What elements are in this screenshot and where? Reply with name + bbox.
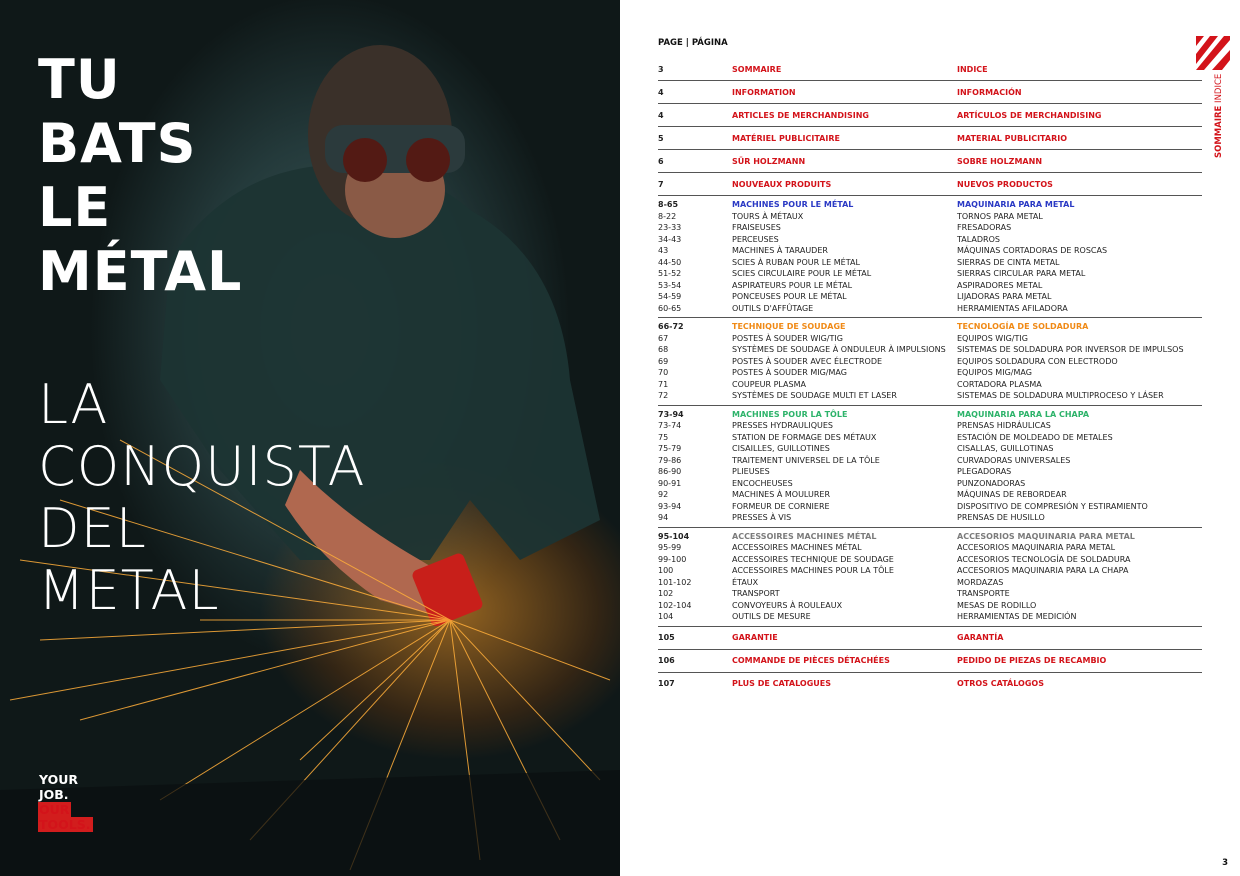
- title-french: MACHINES POUR LA TÔLE: [732, 409, 848, 419]
- toc-entry-row[interactable]: [658, 390, 1202, 402]
- page-ref: 8-22: [658, 211, 677, 221]
- page-ref: 79-86: [658, 455, 682, 465]
- toc-section: [658, 672, 1202, 695]
- toc-heading-row[interactable]: [658, 176, 1202, 192]
- page-ref: 86-90: [658, 467, 682, 477]
- title-french: POSTES À SOUDER WIG/TIG: [732, 333, 843, 343]
- title-spanish: ACCESORIOS TECNOLOGÍA DE SOLDADURA: [957, 554, 1131, 564]
- title-french: TRAITEMENT UNIVERSEL DE LA TÔLE: [732, 455, 880, 465]
- page-ref: 7: [658, 179, 664, 189]
- title-french: CONVOYEURS À ROULEAUX: [732, 600, 843, 610]
- toc-entry-row[interactable]: [658, 542, 1202, 554]
- headline-line: LE: [38, 176, 112, 239]
- toc-entry-row[interactable]: [658, 588, 1202, 600]
- headline-french: [38, 48, 242, 304]
- toc-entry-row[interactable]: [658, 367, 1202, 379]
- toc-entry-row[interactable]: [658, 600, 1202, 612]
- title-spanish: DISPOSITIVO DE COMPRESIÓN Y ESTIRAMIENTO: [957, 501, 1148, 511]
- page-ref: 102: [658, 589, 674, 599]
- toc-section: [658, 405, 1202, 527]
- toc-entry-row[interactable]: [658, 211, 1202, 223]
- side-tab-bold: SOMMAIRE: [1214, 105, 1224, 158]
- toc-heading-row[interactable]: [658, 130, 1202, 146]
- page-ref: 107: [658, 679, 675, 688]
- page-ref: 34-43: [658, 234, 682, 244]
- toc-heading-row[interactable]: [658, 107, 1202, 123]
- page-ref: 73-74: [658, 421, 682, 431]
- title-spanish: ARTÍCULOS DE MERCHANDISING: [957, 110, 1102, 120]
- page-ref: 4: [658, 87, 664, 97]
- title-spanish: LIJADORAS PARA METAL: [957, 292, 1052, 302]
- page-ref: 60-65: [658, 303, 682, 313]
- page-ref: 71: [658, 379, 669, 389]
- toc-entry-row[interactable]: [658, 489, 1202, 501]
- page-ref: 72: [658, 391, 669, 401]
- title-french: ASPIRATEURS POUR LE MÉTAL: [732, 280, 853, 290]
- title-french: MACHINES À TARAUDER: [732, 246, 828, 256]
- toc-entry-row[interactable]: [658, 443, 1202, 455]
- toc-entry-row[interactable]: [658, 280, 1202, 292]
- title-spanish: HERRAMIENTAS AFILADORA: [957, 303, 1068, 313]
- title-spanish: INFORMACIÓN: [957, 87, 1022, 97]
- toc-entry-row[interactable]: [658, 245, 1202, 257]
- title-spanish: CISALLAS, GUILLOTINAS: [957, 444, 1054, 454]
- toc-entry-row[interactable]: [658, 344, 1202, 356]
- page-ref: 3: [658, 64, 664, 74]
- toc-entry-row[interactable]: [658, 565, 1202, 577]
- title-spanish: PRENSAS HIDRÁULICAS: [957, 421, 1051, 431]
- slogan-line-highlight: TOOLS.: [39, 817, 91, 832]
- title-french: MACHINES À MOULURER: [732, 490, 831, 500]
- page-ref: 104: [658, 612, 674, 622]
- title-french: PONCEUSES POUR LE MÉTAL: [732, 292, 847, 302]
- title-spanish: PRENSAS DE HUSILLO: [957, 513, 1045, 523]
- title-spanish: SOBRE HOLZMANN: [957, 156, 1043, 166]
- title-french: PLIEUSES: [732, 467, 770, 477]
- title-french: FRAISEUSES: [732, 223, 781, 233]
- toc-entry-row[interactable]: [658, 222, 1202, 234]
- title-spanish: SISTEMAS DE SOLDADURA MULTIPROCESO Y LÁSER: [957, 391, 1164, 401]
- title-french: SCIES À RUBAN POUR LE MÉTAL: [732, 257, 860, 267]
- page-ref: 53-54: [658, 280, 682, 290]
- title-spanish: NUEVOS PRODUCTOS: [957, 179, 1053, 189]
- page-ref: 6: [658, 156, 664, 166]
- page-ref: 92: [658, 490, 669, 500]
- title-french: COMMANDE DE PIÈCES DÉTACHÉES: [732, 656, 890, 665]
- title-french: ACCESSOIRES MACHINES POUR LA TÔLE: [732, 566, 894, 576]
- title-french: SCIES CIRCULAIRE POUR LE MÉTAL: [732, 269, 872, 279]
- title-spanish: PEDIDO DE PIEZAS DE RECAMBIO: [957, 656, 1107, 665]
- toc-entry-row[interactable]: [658, 611, 1202, 623]
- title-french: TRANSPORT: [732, 589, 780, 599]
- headline-line: MÉTAL: [38, 240, 243, 303]
- page-ref: 100: [658, 566, 674, 576]
- title-spanish: MESAS DE RODILLO: [957, 600, 1037, 610]
- title-french: SÜR HOLZMANN: [732, 156, 806, 166]
- page-ref: 67: [658, 333, 669, 343]
- title-spanish: EQUIPOS MIG/MAG: [957, 368, 1032, 378]
- title-spanish: EQUIPOS SOLDADURA CON ELECTRODO: [957, 356, 1118, 366]
- title-spanish: GARANTÍA: [957, 633, 1004, 642]
- index-page: [620, 0, 1240, 876]
- toc-heading-row[interactable]: [658, 199, 1202, 211]
- toc-heading-row[interactable]: [658, 531, 1202, 543]
- toc-section: [658, 58, 1202, 80]
- page-ref: 101-102: [658, 577, 692, 587]
- title-spanish: TORNOS PARA METAL: [957, 211, 1043, 221]
- toc-heading-row[interactable]: [658, 409, 1202, 421]
- title-french: ENCOCHEUSES: [732, 478, 793, 488]
- title-spanish: TALADROS: [957, 234, 1000, 244]
- goggle-right: [406, 138, 450, 182]
- page-ref: 106: [658, 656, 675, 665]
- title-french: NOUVEAUX PRODUITS: [732, 179, 832, 189]
- toc-heading-row[interactable]: [658, 84, 1202, 100]
- slogan-line: JOB.: [39, 787, 69, 802]
- page-ref: 43: [658, 246, 669, 256]
- toc-heading-row[interactable]: [658, 321, 1202, 333]
- page-ref: 44-50: [658, 257, 682, 267]
- title-spanish: MÁQUINAS CORTADORAS DE ROSCAS: [957, 246, 1108, 256]
- toc-section: [658, 172, 1202, 195]
- title-french: OUTILS D'AFFÛTAGE: [732, 303, 814, 313]
- toc-entry-row[interactable]: [658, 466, 1202, 478]
- toc-entry-row[interactable]: [658, 501, 1202, 513]
- page-ref: 66-72: [658, 322, 684, 332]
- title-spanish: PUNZONADORAS: [957, 478, 1026, 488]
- title-french: ACCESSOIRES MACHINES MÉTAL: [732, 531, 877, 541]
- title-french: TOURS À MÉTAUX: [732, 211, 804, 221]
- page-ref: 90-91: [658, 478, 682, 488]
- toc-entry-row[interactable]: [658, 432, 1202, 444]
- toc-section: [658, 103, 1202, 126]
- slogan-line-highlight: OUR: [39, 802, 70, 817]
- headline-line: BATS: [38, 112, 197, 175]
- page-ref: 95-104: [658, 531, 690, 541]
- page-ref: 95-99: [658, 543, 682, 553]
- page-ref: 4: [658, 110, 664, 120]
- headline-line: LA: [38, 373, 109, 436]
- title-french: PRESSES À VIS: [732, 513, 792, 523]
- headline-line: TU: [38, 48, 121, 111]
- page-ref: 68: [658, 345, 669, 355]
- goggle-left: [343, 138, 387, 182]
- title-spanish: SISTEMAS DE SOLDADURA POR INVERSOR DE IMPULSOS: [957, 345, 1184, 355]
- toc-section: [658, 649, 1202, 672]
- page-ref: 94: [658, 513, 669, 523]
- workbench: [0, 770, 620, 876]
- title-spanish: ACCESORIOS MAQUINARIA PARA METAL: [957, 543, 1116, 553]
- page-ref: 73-94: [658, 409, 684, 419]
- toc-entry-row[interactable]: [658, 268, 1202, 280]
- toc-entry-row[interactable]: [658, 234, 1202, 246]
- title-french: PERCEUSES: [732, 234, 779, 244]
- table-of-contents: [658, 58, 1202, 695]
- headline-line: CONQUISTA: [38, 435, 366, 498]
- slogan-line: YOUR: [39, 772, 79, 787]
- title-spanish: SIERRAS DE CINTA METAL: [957, 257, 1060, 267]
- title-spanish: HERRAMIENTAS DE MEDICIÓN: [957, 612, 1077, 622]
- title-french: SYSTÈMES DE SOUDAGE À ONDULEUR À IMPULSIONS: [732, 345, 946, 355]
- brand-slogan: [38, 772, 93, 832]
- page-ref: 8-65: [658, 200, 679, 210]
- title-french: FORMEUR DE CORNIERE: [732, 501, 830, 511]
- title-french: STATION DE FORMAGE DES MÉTAUX: [732, 432, 877, 442]
- toc-heading-row[interactable]: [658, 153, 1202, 169]
- toc-section: [658, 626, 1202, 649]
- toc-entry-row[interactable]: [658, 455, 1202, 467]
- title-spanish: ESTACIÓN DE MOLDEADO DE METALES: [957, 432, 1113, 442]
- title-spanish: MORDAZAS: [957, 577, 1004, 587]
- page-ref: 51-52: [658, 269, 682, 279]
- title-french: CISAILLES, GUILLOTINES: [732, 444, 830, 454]
- title-french: ACCESSOIRES TECHNIQUE DE SOUDAGE: [732, 554, 894, 564]
- toc-entry-row[interactable]: [658, 379, 1202, 391]
- page-ref: 54-59: [658, 292, 682, 302]
- toc-heading-row[interactable]: [658, 653, 1202, 669]
- headline-spanish: [38, 374, 366, 622]
- title-spanish: ACCESORIOS MAQUINARIA PARA METAL: [957, 531, 1135, 541]
- toc-entry-row[interactable]: [658, 577, 1202, 589]
- toc-entry-row[interactable]: [658, 257, 1202, 269]
- headline-line: METAL: [38, 559, 220, 622]
- toc-entry-row[interactable]: [658, 554, 1202, 566]
- title-spanish: INDICE: [957, 64, 988, 74]
- title-spanish: MAQUINARIA PARA LA CHAPA: [957, 409, 1090, 419]
- toc-entry-row[interactable]: [658, 303, 1202, 315]
- side-tab-light: INDICE: [1214, 73, 1224, 103]
- title-french: POSTES À SOUDER MIG/MAG: [732, 368, 847, 378]
- title-spanish: SIERRAS CIRCULAR PARA METAL: [957, 269, 1086, 279]
- toc-entry-row[interactable]: [658, 291, 1202, 303]
- page-ref: 102-104: [658, 600, 692, 610]
- page-ref: 75-79: [658, 444, 682, 454]
- page-ref: 99-100: [658, 554, 687, 564]
- title-spanish: OTROS CATÁLOGOS: [957, 679, 1044, 688]
- toc-section: [658, 126, 1202, 149]
- title-french: POSTES À SOUDER AVEC ÉLECTRODE: [732, 356, 883, 366]
- title-french: MATÉRIEL PUBLICITAIRE: [732, 133, 840, 143]
- title-spanish: TECNOLOGÍA DE SOLDADURA: [957, 322, 1089, 332]
- title-french: PRESSES HYDRAULIQUES: [732, 421, 833, 431]
- title-spanish: MAQUINARIA PARA METAL: [957, 200, 1075, 210]
- side-tab-label: [1214, 74, 1224, 158]
- title-french: TECHNIQUE DE SOUDAGE: [732, 322, 846, 332]
- title-spanish: TRANSPORTE: [957, 589, 1010, 599]
- toc-section: [658, 149, 1202, 172]
- page-ref: 70: [658, 368, 669, 378]
- toc-heading-row[interactable]: [658, 630, 1202, 646]
- toc-section: [658, 317, 1202, 405]
- title-spanish: EQUIPOS WIG/TIG: [957, 333, 1028, 343]
- page-ref: 75: [658, 432, 669, 442]
- toc-entry-row[interactable]: [658, 333, 1202, 345]
- title-french: ACCESSOIRES MACHINES MÉTAL: [732, 543, 862, 553]
- title-french: MACHINES POUR LE MÉTAL: [732, 200, 854, 210]
- column-header: PAGE | PÁGINA: [658, 38, 728, 48]
- title-french: OUTILS DE MESURE: [732, 612, 811, 622]
- title-spanish: PLEGADORAS: [957, 467, 1012, 477]
- headline-line: DEL: [38, 497, 147, 560]
- toc-section: [658, 527, 1202, 626]
- toc-entry-row[interactable]: [658, 512, 1202, 524]
- title-french: GARANTIE: [732, 633, 778, 642]
- title-french: SYSTÈMES DE SOUDAGE MULTI ET LASER: [732, 391, 897, 401]
- page-ref: 93-94: [658, 501, 682, 511]
- page-number: 3: [1222, 858, 1228, 868]
- title-spanish: CURVADORAS UNIVERSALES: [957, 455, 1071, 465]
- title-spanish: MÁQUINAS DE REBORDEAR: [957, 490, 1067, 500]
- title-french: ÉTAUX: [732, 577, 759, 587]
- title-french: PLUS DE CATALOGUES: [732, 679, 831, 688]
- title-spanish: CORTADORA PLASMA: [957, 379, 1042, 389]
- title-spanish: ASPIRADORES METAL: [957, 280, 1043, 290]
- toc-entry-row[interactable]: [658, 478, 1202, 490]
- toc-heading-row[interactable]: [658, 61, 1202, 77]
- page-ref: 69: [658, 356, 669, 366]
- title-spanish: FRESADORAS: [957, 223, 1012, 233]
- title-french: COUPEUR PLASMA: [732, 379, 806, 389]
- toc-entry-row[interactable]: [658, 420, 1202, 432]
- toc-section: [658, 195, 1202, 317]
- title-spanish: ACCESORIOS MAQUINARIA PARA LA CHAPA: [957, 566, 1129, 576]
- title-spanish: MATERIAL PUBLICITARIO: [957, 133, 1068, 143]
- toc-entry-row[interactable]: [658, 356, 1202, 368]
- page-ref: 23-33: [658, 223, 682, 233]
- side-tab: [1200, 36, 1226, 158]
- title-french: ARTICLES DE MERCHANDISING: [732, 110, 869, 120]
- page-ref: 105: [658, 633, 675, 642]
- title-french: SOMMAIRE: [732, 64, 782, 74]
- toc-section: [658, 80, 1202, 103]
- page-ref: 5: [658, 133, 664, 143]
- title-french: INFORMATION: [732, 87, 796, 97]
- toc-heading-row[interactable]: [658, 676, 1202, 692]
